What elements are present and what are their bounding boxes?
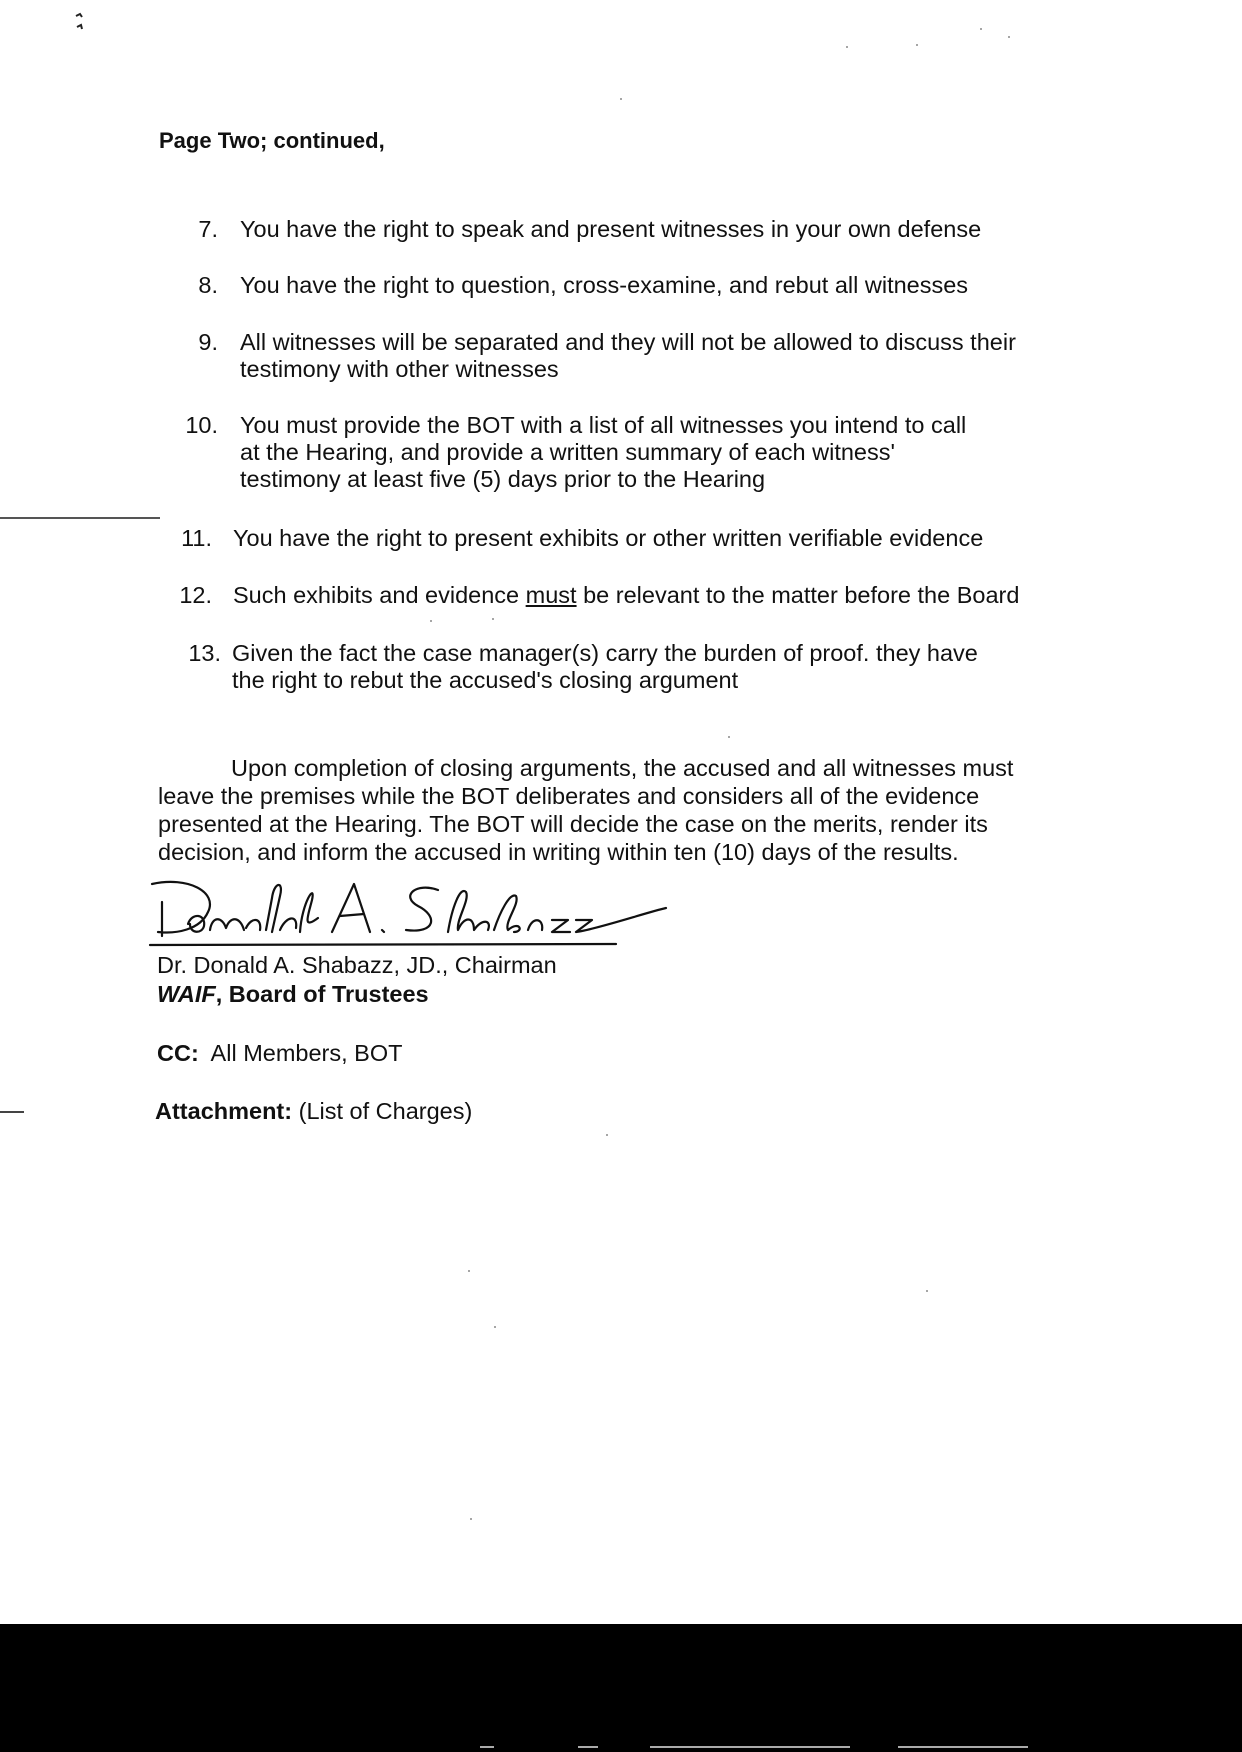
scan-speck: [494, 1326, 496, 1328]
cc-line: [157, 1040, 403, 1067]
scan-artifact-mark: [74, 12, 84, 34]
list-item-text: Given the fact the case manager(s) carry the burden of proof. they have the right to rebut the accused's closing argument: [232, 640, 978, 693]
list-item-text: You have the right to speak and present witnesses in your own defense: [240, 216, 982, 242]
list-item-8: [176, 272, 968, 299]
list-item-number: 12.: [179, 582, 212, 608]
attachment-value: (List of Charges): [298, 1098, 473, 1124]
closing-paragraph: Upon completion of closing arguments, the accused and all witnesses must leave the premises while the BOT deliberates and considers all of the evidence presented at the Hearing. The BOT will decide the case on the merits, render its decision, and inform the accused in writing within ten (10) days of the results.: [158, 755, 1014, 865]
scan-speck: [470, 1518, 472, 1520]
list-item-11: [176, 525, 983, 552]
list-item-12: [176, 582, 1019, 609]
scan-speck: [846, 46, 848, 48]
list-item-9: [176, 329, 1016, 383]
scan-artifact-line: [0, 517, 160, 519]
signer-name: Dr. Donald A. Shabazz, JD., Chairman: [157, 952, 557, 978]
attachment-label: Attachment:: [155, 1098, 293, 1124]
scan-speck: [728, 736, 730, 738]
list-item-text: You must provide the BOT with a list of all witnesses you intend to call at the Hearing, and provide a written summary of each witness' testimony at least five (5) days prior to the Hearing: [240, 412, 967, 492]
handwritten-signature: [148, 872, 668, 962]
list-item-text: You have the right to question, cross-examine, and rebut all witnesses: [240, 272, 969, 298]
scan-speck: [980, 28, 982, 30]
scan-speck: [606, 1134, 608, 1136]
scan-artifact-line: [578, 1746, 598, 1748]
list-item-number: 9.: [198, 329, 218, 355]
attachment-line: [155, 1098, 472, 1125]
scan-speck: [620, 98, 622, 100]
scan-artifact-line: [480, 1746, 494, 1748]
list-item-10: [176, 412, 966, 493]
list-item-number: 13.: [188, 640, 221, 666]
cc-label: CC:: [157, 1040, 199, 1066]
scan-speck: [926, 1290, 928, 1292]
scan-artifact-line: [898, 1746, 1028, 1748]
list-item-number: 8.: [198, 272, 218, 298]
scan-speck: [430, 620, 432, 622]
list-item-number: 7.: [198, 216, 218, 242]
signer-organization: WAIF, Board of Trustees: [157, 981, 429, 1007]
scan-speck: [468, 1270, 470, 1272]
scan-black-border: [0, 1624, 1242, 1752]
underlined-emphasis: must: [525, 582, 577, 608]
scan-artifact-line: [0, 1111, 24, 1113]
list-item-text: Such exhibits and evidence must be relevant to the matter before the Board: [233, 582, 1020, 608]
list-item-number: 11.: [181, 525, 212, 551]
cc-value: All Members, BOT: [210, 1040, 403, 1066]
list-item-number: 10.: [185, 412, 218, 438]
list-item-text: All witnesses will be separated and they will not be allowed to discuss their testimony with other witnesses: [240, 329, 1016, 382]
page-header: Page Two; continued,: [159, 128, 385, 153]
scan-speck: [492, 618, 494, 620]
list-item-7: [176, 216, 981, 243]
scan-speck: [916, 44, 918, 46]
scan-artifact-line: [650, 1746, 850, 1748]
list-item-text: You have the right to present exhibits or other written verifiable evidence: [233, 525, 984, 551]
scan-speck: [1008, 36, 1010, 38]
list-item-13: [176, 640, 978, 694]
